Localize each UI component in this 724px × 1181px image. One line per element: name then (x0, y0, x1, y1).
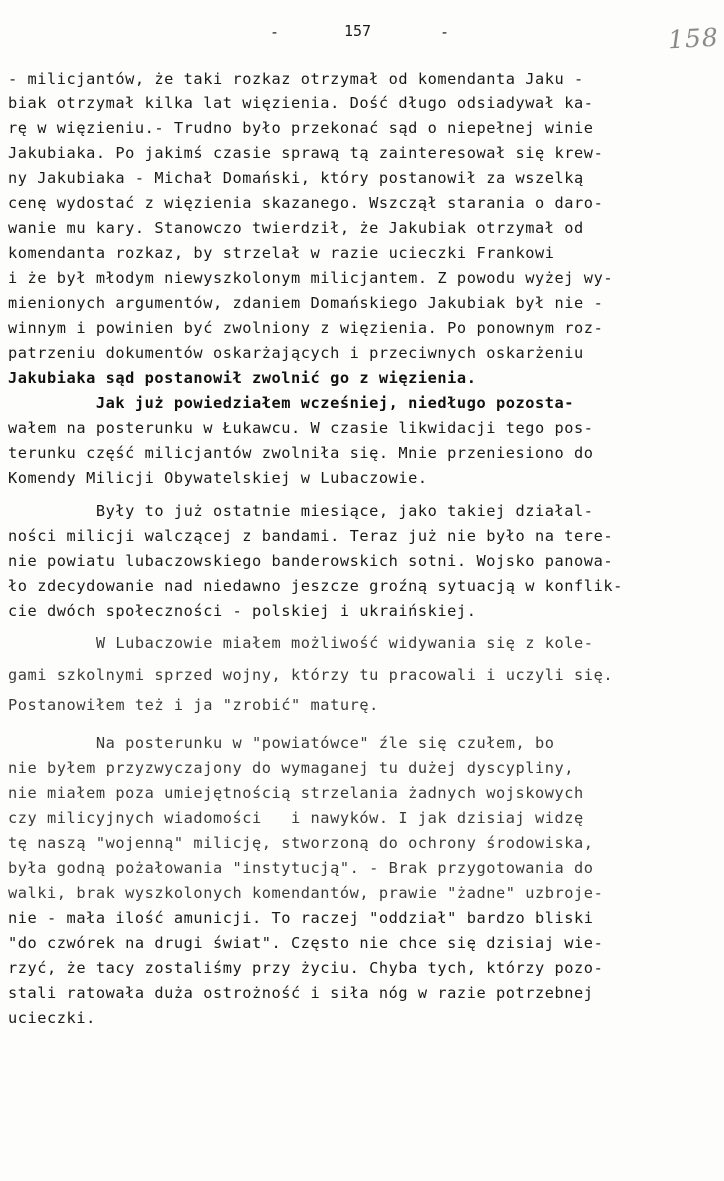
text-line: rę w więzieniu.- Trudno było przekonać sąd o niepełnej winie (8, 119, 594, 137)
text-line: Na posterunku w "powiatówce" źle się czułem, bo (8, 734, 555, 752)
text-line: Postanowiłem też i ja "zrobić" maturę. (8, 696, 379, 714)
text-line: komendanta rozkaz, by strzelał w razie ucieczki Frankowi (8, 244, 555, 262)
header-dash-right: - (440, 23, 450, 41)
text-line: ło zdecydowanie nad niedawno jeszcze groźną sytuacją w konflik- (8, 577, 623, 595)
text-line: tę naszą "wojenną" milicję, stworzoną do ochrony środowiska, (8, 834, 594, 852)
text-line: Komendy Milicji Obywatelskiej w Lubaczowie. (8, 469, 428, 487)
text-line: była godną pożałowania "instytucją". - Brak przygotowania do (8, 859, 594, 877)
handwritten-page-number: 158 (667, 22, 720, 55)
page-header (0, 20, 724, 44)
text-line: Jakubiaka sąd postanowił zwolnić go z więzienia. (8, 369, 477, 387)
text-line: terunku część milicjantów zwolniła się. Mnie przeniesiono do (8, 444, 594, 462)
text-line: ucieczki. (8, 1009, 96, 1027)
text-line: walki, brak wyszkolonych komendantów, prawie "żadne" uzbroje- (8, 884, 604, 902)
text-line: "do czwórek na drugi świat". Często nie chce się dzisiaj wie- (8, 934, 604, 952)
header-dash-left: - (270, 23, 280, 41)
text-line: czy milicyjnych wiadomości i nawyków. I jak dzisiaj widzę (8, 809, 584, 827)
text-line: mienionych argumentów, zdaniem Domańskiego Jakubiak był nie - (8, 294, 604, 312)
text-line: Jak już powiedziałem wcześniej, niedługo pozosta- (8, 394, 575, 412)
text-line: i że był młodym niewyszkolonym milicjantem. Z powodu wyżej wy- (8, 269, 614, 287)
text-line: gami szkolnymi sprzed wojny, którzy tu pracowali i uczyli się. (8, 666, 614, 684)
text-line: wałem na posterunku w Łukawcu. W czasie likwidacji tego pos- (8, 419, 594, 437)
text-line: nie powiatu lubaczowskiego banderowskich sotni. Wojsko panowa- (8, 552, 614, 570)
text-line: nie miałem poza umiejętnością strzelania żadnych wojskowych (8, 784, 584, 802)
text-line: stali ratowała duża ostrożność i siła nóg w razie potrzebnej (8, 984, 594, 1002)
text-line: biak otrzymał kilka lat więzienia. Dość długo odsiadywał ka- (8, 94, 594, 112)
text-line: cie dwóch społeczności - polskiej i ukraińskiej. (8, 602, 477, 620)
text-line: ności milicji walczącej z bandami. Teraz już nie było na tere- (8, 527, 614, 545)
text-line: nie - mała ilość amunicji. To raczej "oddział" bardzo bliski (8, 909, 594, 927)
text-line: cenę wydostać z więzienia skazanego. Wszczął starania o daro- (8, 194, 604, 212)
text-line: rzyć, że tacy zostaliśmy przy życiu. Chyba tych, którzy pozo- (8, 959, 604, 977)
text-line: nie byłem przyzwyczajony do wymaganej tu dużej dyscypliny, (8, 759, 575, 777)
text-line: - milicjantów, że taki rozkaz otrzymał od komendanta Jaku - (8, 70, 584, 88)
text-line: patrzeniu dokumentów oskarżających i przeciwnych oskarżeniu (8, 344, 584, 362)
text-line: Były to już ostatnie miesiące, jako takiej działal- (8, 502, 594, 520)
text-line: Jakubiaka. Po jakimś czasie sprawą tą zainteresował się krew- (8, 144, 604, 162)
page-number: 157 (344, 22, 372, 40)
text-line: winnym i powinien być zwolniony z więzienia. Po ponownym roz- (8, 319, 604, 337)
text-line: ny Jakubiaka - Michał Domański, który postanowił za wszelką (8, 169, 584, 187)
text-line: W Lubaczowie miałem możliwość widywania się z kole- (8, 634, 594, 652)
text-line: wanie mu kary. Stanowczo twierdził, że Jakubiak otrzymał od (8, 219, 584, 237)
